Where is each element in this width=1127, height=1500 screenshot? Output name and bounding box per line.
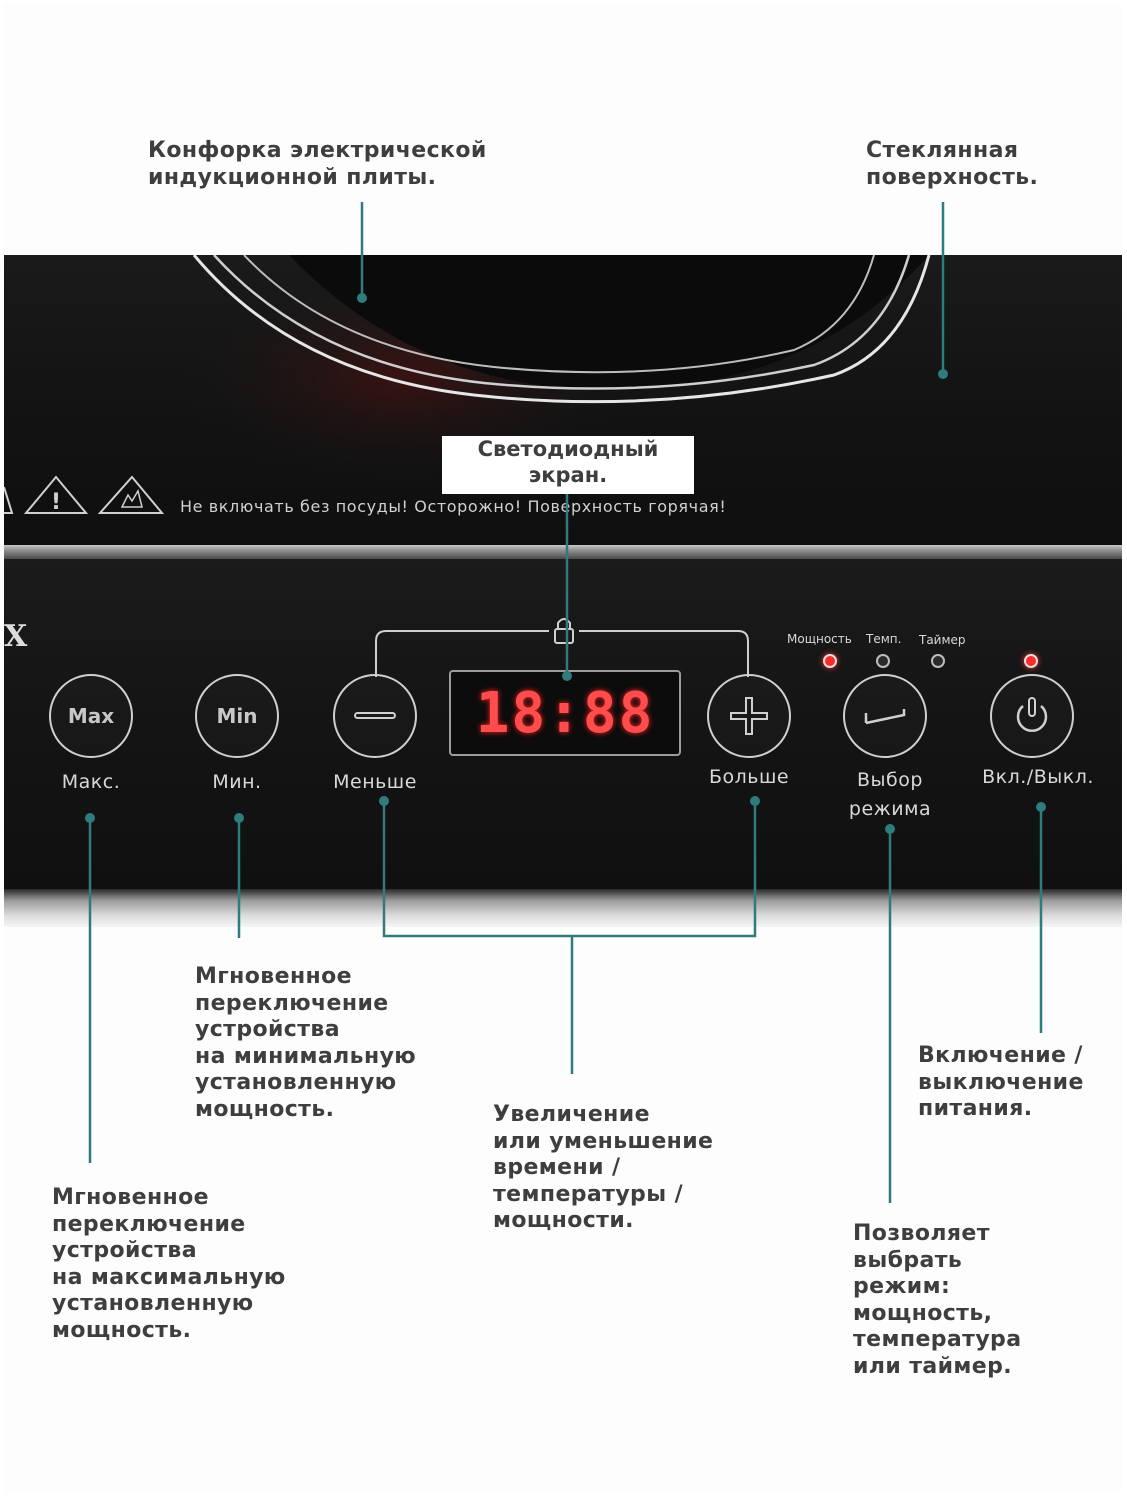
- min-desc-line: переключение: [195, 990, 389, 1016]
- max-desc-line: Мгновенное: [52, 1185, 209, 1210]
- mode-desc-line: температура: [853, 1327, 1022, 1352]
- glass-callout-line: Стеклянная: [866, 138, 1019, 163]
- mode-desc-line: режим:: [853, 1274, 951, 1299]
- mode-desc-line: Позволяет: [853, 1221, 990, 1246]
- max-desc-line: установленную: [52, 1291, 254, 1316]
- plus-minus-desc-line: температуры /: [493, 1181, 683, 1207]
- minus-button-label: Меньше: [333, 771, 417, 793]
- plus-minus-desc-line: мощности.: [493, 1208, 634, 1233]
- brand-logo-fragment: X: [4, 619, 28, 654]
- power-leader-dot: [1036, 802, 1046, 812]
- power-desc-line: питания.: [918, 1096, 1033, 1121]
- max-desc-line: на максимальную: [52, 1264, 286, 1290]
- led-callout-line: Светодиодный: [477, 437, 659, 461]
- min-button-glyph: Min: [216, 704, 258, 728]
- min-desc-line: установленную: [195, 1070, 397, 1095]
- mode-desc-line: мощность,: [853, 1300, 993, 1326]
- timer-indicator-label: Таймер: [919, 633, 966, 647]
- min-desc-line: Мгновенное: [195, 964, 352, 989]
- burner-callout-line: Конфорка электрической: [148, 138, 487, 163]
- mode-desc-line: или таймер.: [853, 1353, 1013, 1379]
- power-desc-line: выключение: [918, 1069, 1084, 1095]
- plus-minus-desc-line: или уменьшение: [493, 1128, 714, 1154]
- temp-indicator-label: Темп.: [866, 632, 902, 646]
- min-desc-line: мощность.: [195, 1096, 335, 1122]
- glass-callout-line: поверхность.: [866, 164, 1039, 190]
- plus-button-label: Больше: [708, 766, 790, 788]
- plus-minus-bracket-line: [384, 800, 755, 936]
- power-desc-line: Включение /: [918, 1043, 1083, 1068]
- minus-leader-dot: [379, 796, 389, 806]
- min-desc-line: устройства: [195, 1017, 340, 1042]
- max-desc-line: мощность.: [52, 1317, 192, 1343]
- max-button-glyph: Max: [67, 704, 115, 728]
- plus-leader-dot: [750, 796, 760, 806]
- max-button-label: Макс.: [61, 771, 121, 793]
- led-callout-line: экран.: [528, 463, 608, 487]
- min-button-label: Мин.: [212, 771, 262, 793]
- svg-text:!: !: [50, 490, 62, 515]
- burner-leader-dot: [357, 293, 367, 303]
- mode-desc-line: выбрать: [853, 1247, 963, 1273]
- mode-label-line: режима: [848, 798, 932, 820]
- min-leader-dot: [234, 813, 244, 823]
- max-leader-dot: [85, 813, 95, 823]
- power-indicator-label: Мощность: [787, 632, 852, 646]
- warning-text: Не включать без посуды! Осторожно! Поверхность горячая!: [180, 497, 727, 516]
- burner-callout-line: индукционной плиты.: [148, 164, 437, 190]
- mode-leader-dot: [885, 824, 895, 834]
- max-desc-line: устройства: [52, 1238, 197, 1263]
- led-display-value: 18:88: [475, 680, 655, 746]
- power-button-label: Вкл./Выкл.: [982, 766, 1094, 788]
- mode-label-line: Выбор: [857, 769, 923, 791]
- led-leader-dot: [562, 671, 572, 681]
- max-desc-line: переключение: [52, 1211, 246, 1237]
- plus-minus-desc-line: времени /: [493, 1155, 621, 1180]
- plus-minus-desc-line: Увеличение: [493, 1102, 650, 1127]
- glass-leader-dot: [938, 369, 948, 379]
- min-desc-line: на минимальную: [195, 1043, 417, 1069]
